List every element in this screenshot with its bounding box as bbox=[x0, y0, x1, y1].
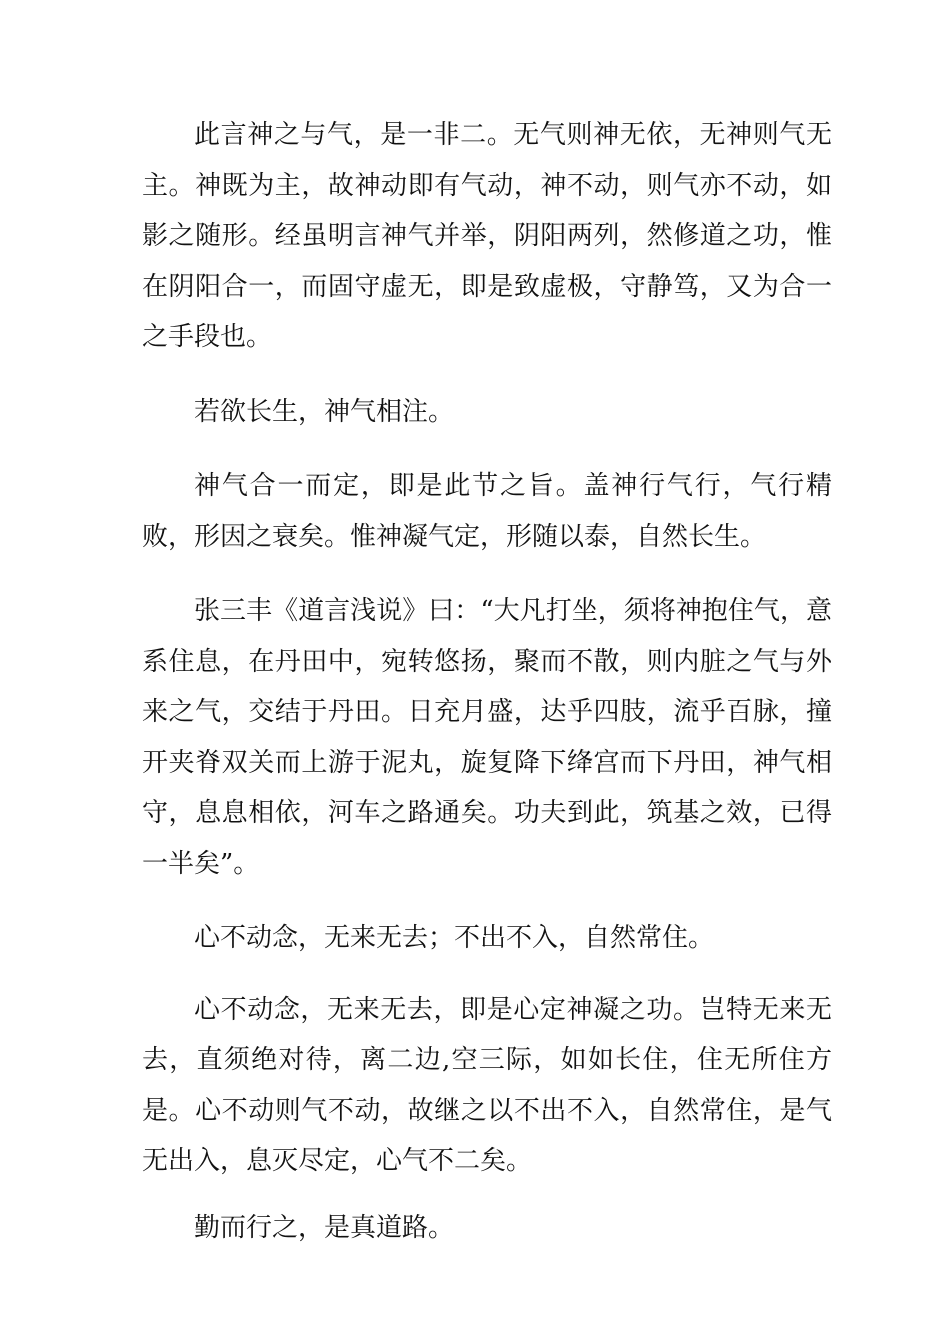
paragraph-7: 勤而行之，是真道路。 bbox=[194, 1212, 455, 1243]
paragraph-2: 若欲长生，神气相注。 bbox=[194, 396, 455, 427]
paragraph-6: 心不动念，无来无去，即是心定神凝之功。岂特无来无去，直须绝对待，离二边,空三际，如如长住，住无所住方是。心不动则气不动，故继之以不出不入，自然常住，是气无出入，息灭尽定，心气不二矣。 bbox=[142, 994, 832, 1176]
paragraph-1: 此言神之与气，是一非二。无气则神无依，无神则气无主。神既为主，故神动即有气动，神不动，则气亦不动，如影之随形。经虽明言神气并举，阴阳两列，然修道之功，惟在阴阳合一，而固守虚无，即是致虚极，守静笃，又为合一之手段也。 bbox=[142, 120, 832, 352]
paragraph-3: 神气合一而定，即是此节之旨。盖神行气行，气行精败，形因之衰矣。惟神凝气定，形随以泰，自然长生。 bbox=[142, 471, 832, 552]
paragraph-4: 张三丰《道言浅说》曰：“大凡打坐，须将神抱住气，意系住息，在丹田中，宛转悠扬，聚而不散，则内脏之气与外来之气，交结于丹田。日充月盛，达乎四肢，流乎百脉，撞开夹脊双关而上游于泥丸，旋复降下绛宫而下丹田，神气相守，息息相依，河车之路通矣。功夫到此，筑基之效，已得一半矣”。 bbox=[142, 596, 832, 879]
document-body bbox=[142, 110, 832, 1253]
paragraph-5: 心不动念，无来无去；不出不入，自然常住。 bbox=[194, 923, 715, 953]
